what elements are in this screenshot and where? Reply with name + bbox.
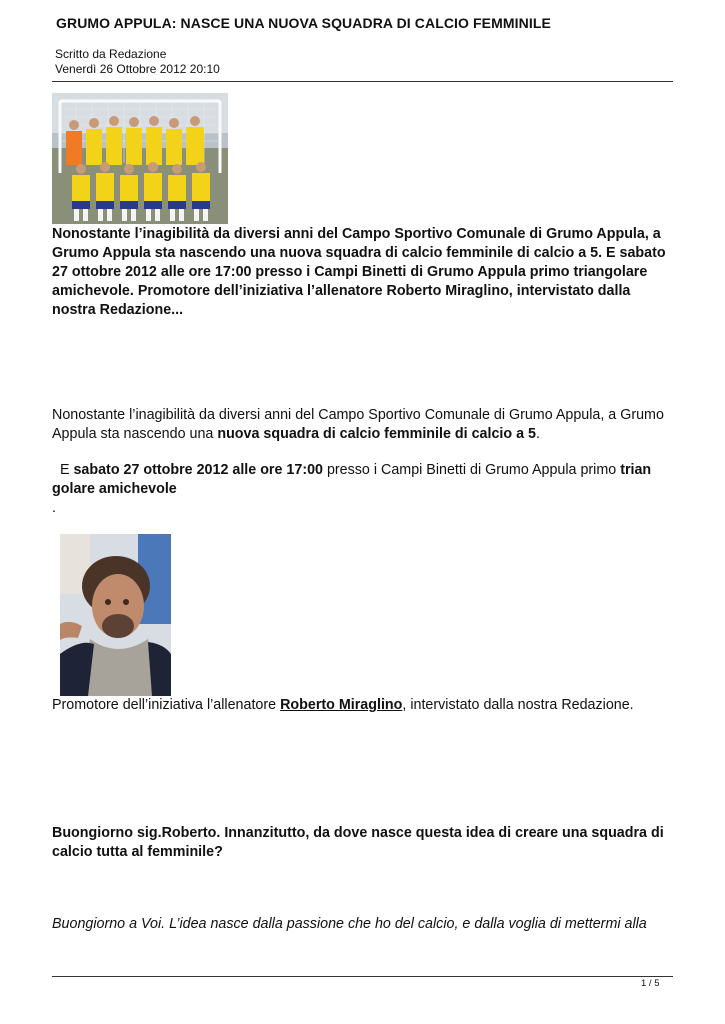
p2-lead: E	[52, 462, 74, 478]
p1-tail: .	[535, 426, 540, 442]
date-line: Venerdì 26 Ottobre 2012 20:10	[55, 62, 220, 76]
p1-bold: nuova squadra di calcio femminile di calcio a 5	[217, 426, 536, 442]
coach-name-link[interactable]: Roberto Miraglino	[280, 697, 403, 713]
team-photo	[52, 93, 228, 224]
coach-portrait-photo	[60, 534, 171, 696]
p2-bold-event: trian golare amichevole	[52, 462, 656, 497]
p2-bold-date: sabato 27 ottobre 2012 alle ore 17:00	[73, 462, 323, 478]
article-intro: Nonostante l’inagibilità da diversi anni del Campo Sportivo Comunale di Grumo Appula, a Grumo Appula sta nascendo una nuova squadra di calcio femminile di calcio a 5. E sabato 27 ottobre 2012 alle ore 17:00 presso i Campi Binetti di Grumo Appula primo triangolare amichevole. Promotore dell’iniziativa l’allenatore Roberto Miraglino, intervistato dalla nostra Redazione...	[52, 226, 666, 318]
article-title: GRUMO APPULA: NASCE UNA NUOVA SQUADRA DI CALCIO FEMMINILE	[56, 15, 551, 31]
p3-tail: , intervistato dalla nostra Redazione.	[402, 697, 634, 713]
header-divider	[52, 81, 673, 82]
interview-answer: Buongiorno a Voi. L’idea nasce dalla passione che ho del calcio, e dalla voglia di mettermi alla	[52, 916, 647, 932]
p2-mid: presso i Campi Binetti di Grumo Appula primo	[323, 462, 621, 478]
body-paragraph-1	[52, 406, 674, 444]
p3-lead: Promotore dell’iniziativa l’allenatore	[52, 697, 281, 713]
body-paragraph-3	[52, 696, 674, 715]
author-line: Scritto da Redazione	[55, 47, 167, 61]
interview-question: Buongiorno sig.Roberto. Innanzitutto, da dove nasce questa idea di creare una squadra di calcio tutta al femminile?	[52, 825, 664, 860]
page-number: 1 / 5	[641, 978, 660, 989]
footer-divider	[52, 976, 673, 977]
p2-dot: .	[52, 500, 56, 516]
body-paragraph-2	[52, 461, 674, 499]
p1-lead: Nonostante l’inagibilità da diversi anni del Campo Sportivo Comunale di Grumo Appula, a Grumo Appula sta nascendo una	[52, 407, 664, 442]
